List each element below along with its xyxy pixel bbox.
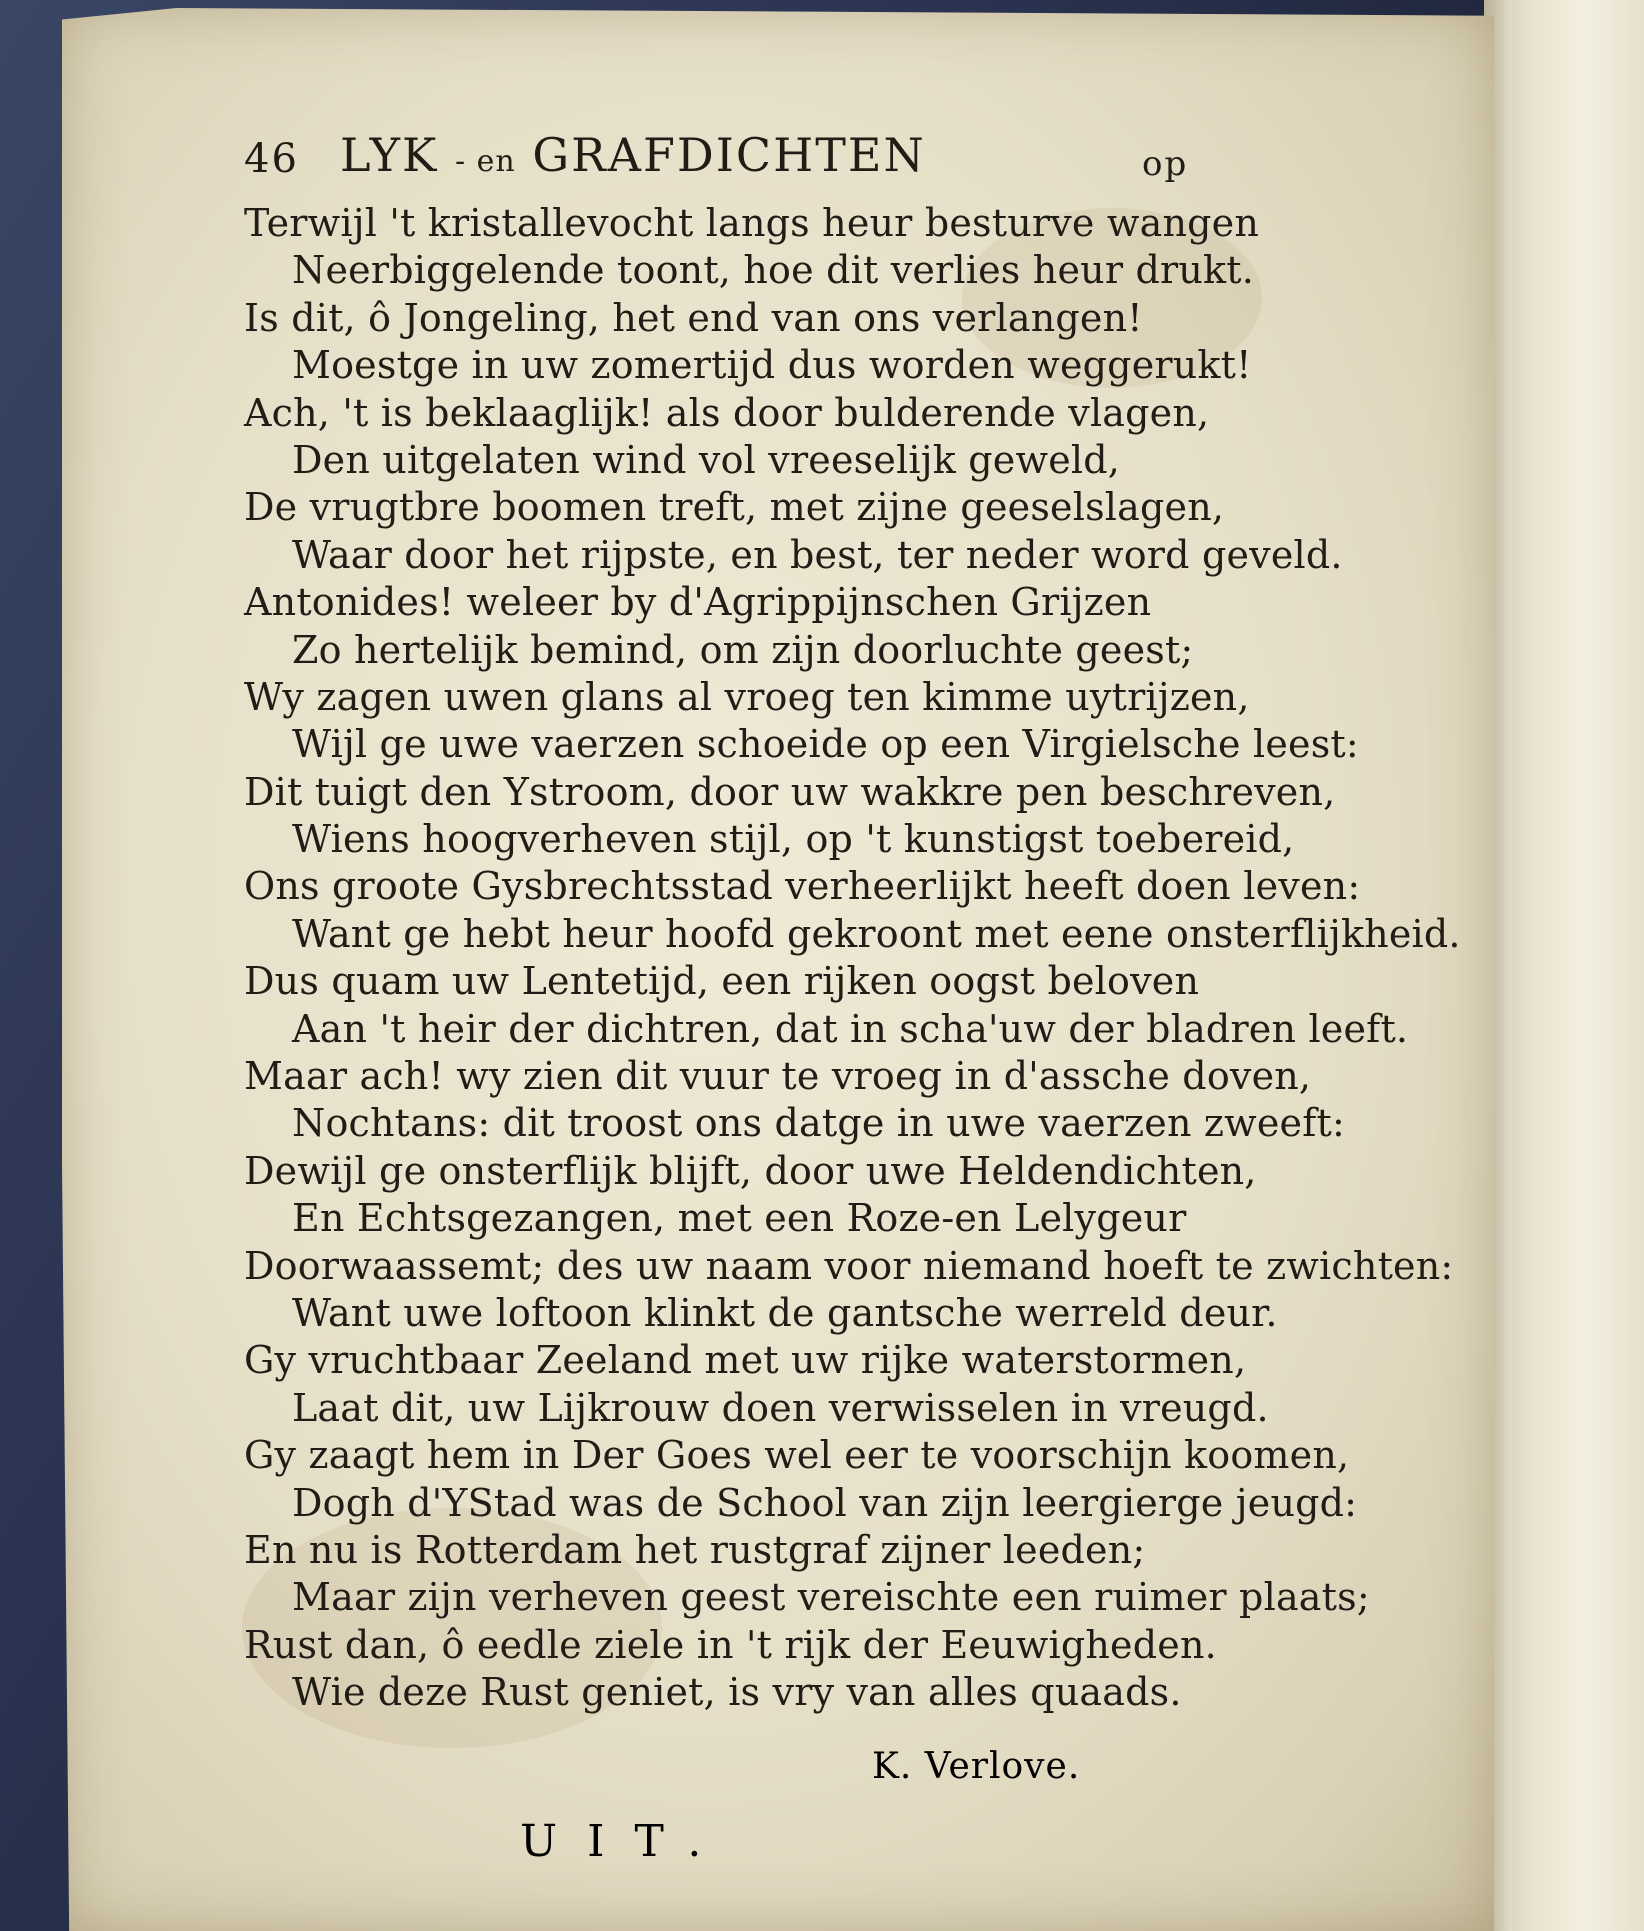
- poem-line: Rust dan, ô eedle ziele in 't rijk der Eeuwigheden.: [244, 1622, 1217, 1667]
- book-cover-edge: [1494, 0, 1644, 1931]
- title-word-2: - en: [454, 144, 516, 179]
- poem-line: Ons groote Gysbrechtsstad verheerlijkt heeft doen leven:: [244, 864, 1361, 909]
- poem-line: Dewijl ge onsterflijk blijft, door uwe Heldendichten,: [244, 1148, 1257, 1193]
- poem-line: Is dit, ô Jongeling, het end van ons verlangen!: [244, 295, 1143, 340]
- poem-line: Dus quam uw Lentetijd, een rijken oogst beloven: [244, 959, 1200, 1004]
- title-word-1: LYK: [340, 128, 439, 182]
- poem-line: Wy zagen uwen glans al vroeg ten kimme uytrijzen,: [244, 674, 1250, 719]
- title-word-4: op: [1142, 144, 1189, 184]
- author-signature: K. Verlove.: [872, 1746, 1081, 1787]
- poem-line: Wie deze Rust geniet, is vry van alles quaads.: [292, 1670, 1182, 1715]
- poem: [244, 200, 1461, 1717]
- page-number: 46: [244, 136, 299, 182]
- poem-line: Laat dit, uw Lijkrouw doen verwisselen in vreugd.: [292, 1385, 1269, 1430]
- page-content: [244, 128, 1461, 1717]
- poem-line: Zo hertelijk bemind, om zijn doorluchte geest;: [292, 627, 1194, 672]
- poem-line: En Echtsgezangen, met een Roze-en Lelygeur: [292, 1196, 1187, 1241]
- running-title: [340, 128, 926, 182]
- poem-line: Wiens hoogverheven stijl, op 't kunstigst toebereid,: [292, 817, 1295, 862]
- catchword: UIT.: [520, 1816, 732, 1867]
- poem-line: Dogh d'YStad was de School van zijn leergierge jeugd:: [292, 1480, 1358, 1525]
- poem-line: En nu is Rotterdam het rustgraf zijner leeden;: [244, 1527, 1146, 1572]
- running-header: [244, 128, 1414, 192]
- poem-line: Antonides! weleer by d'Agrippijnschen Grijzen: [244, 580, 1152, 625]
- poem-line: Gy zaagt hem in Der Goes wel eer te voorschijn koomen,: [244, 1433, 1350, 1478]
- poem-line: Neerbiggelende toont, hoe dit verlies heur drukt.: [292, 248, 1255, 293]
- poem-line: Den uitgelaten wind vol vreeselijk geweld,: [292, 437, 1121, 482]
- poem-line: Gy vruchtbaar Zeeland met uw rijke waterstormen,: [244, 1338, 1247, 1383]
- poem-line: Doorwaassemt; des uw naam voor niemand hoeft te zwichten:: [244, 1243, 1454, 1288]
- poem-line: Maar ach! wy zien dit vuur te vroeg in d'assche doven,: [244, 1054, 1312, 1099]
- poem-line: Ach, 't is beklaaglijk! als door bulderende vlagen,: [244, 390, 1210, 435]
- title-word-3: GRAFDICHTEN: [532, 128, 926, 182]
- poem-line: Nochtans: dit troost ons datge in uwe vaerzen zweeft:: [292, 1101, 1345, 1146]
- poem-line: Maar zijn verheven geest vereischte een ruimer plaats;: [292, 1575, 1370, 1620]
- poem-line: Waar door het rijpste, en best, ter neder word geveld.: [292, 532, 1343, 577]
- poem-line: Dit tuigt den Ystroom, door uw wakkre pen beschreven,: [244, 769, 1336, 814]
- poem-line: Aan 't heir der dichtren, dat in scha'uw der bladren leeft.: [292, 1006, 1409, 1051]
- poem-line: De vrugtbre boomen treft, met zijne geeselslagen,: [244, 485, 1225, 530]
- poem-line: Moestge in uw zomertijd dus worden weggerukt!: [292, 343, 1252, 388]
- poem-line: Terwijl 't kristallevocht langs heur besturve wangen: [244, 201, 1260, 245]
- poem-line: Want uwe loftoon klinkt de gantsche werreld deur.: [292, 1290, 1278, 1335]
- poem-line: Want ge hebt heur hoofd gekroont met eene onsterflijkheid.: [292, 911, 1461, 956]
- poem-line: Wijl ge uwe vaerzen schoeide op een Virgielsche leest:: [292, 722, 1359, 767]
